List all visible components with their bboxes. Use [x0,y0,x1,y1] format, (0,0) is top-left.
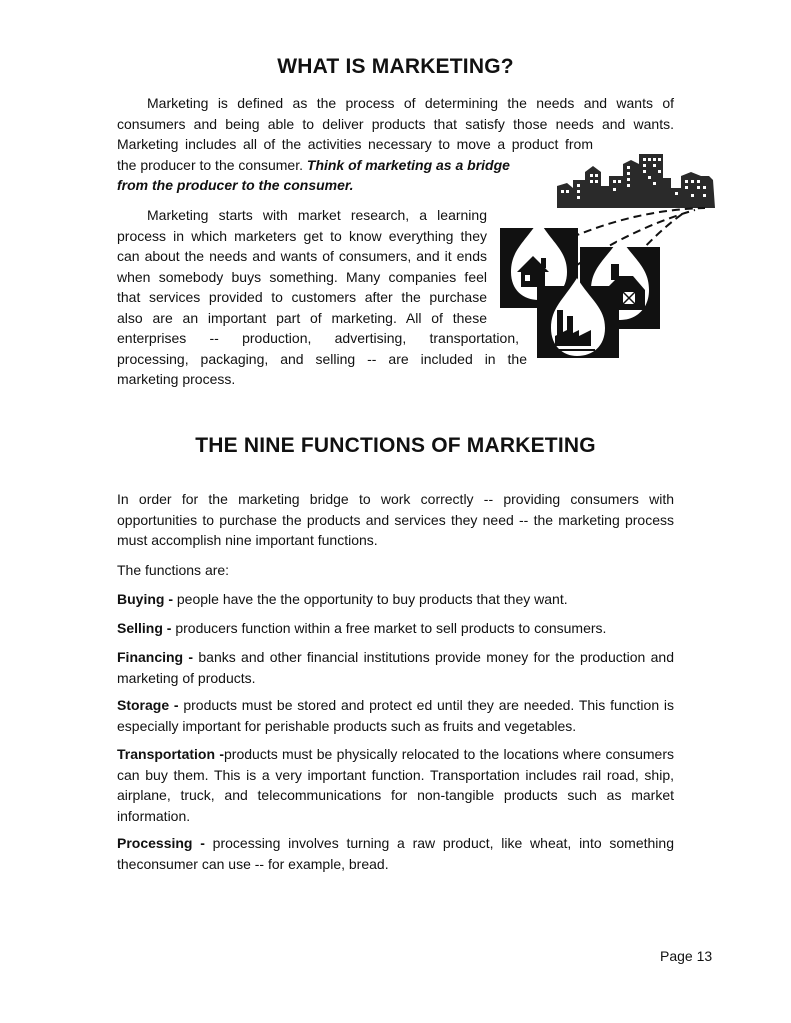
intro2-line-7: enterprises -- production, advertising, transportation, [117,330,519,346]
intro2-line-8: processing, packaging, and selling -- are included in the [117,350,527,367]
intro2-line-2: process in which marketers get to know everything they [117,227,487,244]
function-term: Buying - [117,591,173,607]
intro1-line-3: Marketing includes all of the activities necessary to move a product from [117,136,593,152]
function-processing [117,833,674,874]
intro2-line-5: that services provided to customers after the purchase [117,289,487,305]
city-skyline-icon [557,154,715,208]
intro2-line-3: can about the needs and wants of consumers, and it ends [117,248,487,264]
intro1-line-4: the producer to the consumer. [117,156,303,173]
intro2-line-4: when somebody buys something. Many companies feel [117,268,487,285]
function-description: producers function within a free market to sell products to consumers. [171,620,607,636]
marketing-bridge-illustration [495,150,725,365]
intro1-emphasis-b: from the producer to the consumer. [117,177,354,193]
intro-paragraph-2 [117,205,527,390]
function-financing [117,647,674,688]
intro2-line-9: marketing process. [117,371,236,387]
function-description: products must be stored and protect ed until they are needed. This function is especially important for perishable products such as fruits and vegetables. [117,697,674,734]
functions-are-label: The functions are: [117,562,230,578]
factory-icon [537,278,619,358]
function-term: Processing - [117,835,205,851]
function-transportation [117,744,674,826]
function-description: people have the the opportunity to buy products that they want. [173,591,568,607]
intro1-line-2: consumers and being able to deliver products that satisfy those needs and wants. [117,115,674,132]
page-number: Page 13 [660,948,713,964]
function-description: products must be physically relocated to the locations where consumers can buy them. This is a very important function. Transportation includes rail road, ship, airplane, truck, and telecommunications for non-tangible products such as market information. [117,746,674,824]
function-selling [117,618,674,639]
intro2-line-1: Marketing starts with market research, a learning [147,207,487,223]
section-heading-nine-functions: THE NINE FUNCTIONS OF MARKETING [195,434,596,457]
function-description: banks and other financial institutions provide money for the production and marketing of products. [117,649,674,686]
function-buying [117,589,674,610]
functions-intro-paragraph: In order for the marketing bridge to work correctly -- providing consumers with opportunities to purchase the products and services they need -- the marketing process must accomplish nine important functions. [117,491,674,548]
page-title: WHAT IS MARKETING? [277,55,514,78]
intro1-line-1: Marketing is defined as the process of determining the needs and wants of [147,95,674,111]
function-storage [117,695,674,736]
function-term: Storage - [117,697,179,713]
intro1-emphasis-a: Think of marketing as a bridge [306,156,510,173]
function-term: Selling - [117,620,172,636]
function-description: processing involves turning a raw product, like wheat, into something theconsumer can use -- for example, bread. [117,835,674,872]
intro2-line-6: also are an important part of marketing. All of these [117,309,487,326]
function-term: Transportation - [117,746,225,762]
function-term: Financing - [117,649,194,665]
